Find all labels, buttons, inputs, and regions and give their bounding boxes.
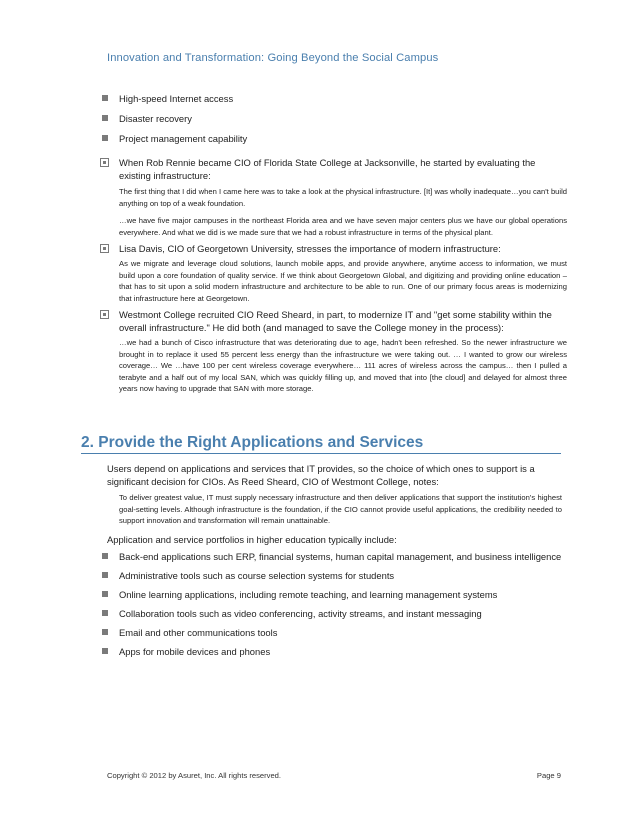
page-number: Page 9 xyxy=(536,771,561,780)
square-bullet-icon xyxy=(102,572,108,578)
sheard-quote: To deliver greatest value, IT must supply necessary infrastructure and then deliver applications that support the institution's highest goal-setting levels. Although infrastructure is the foundation, if the CIO cannot provide useful applications, the credibility needed to support innovation and transformation will remain unattainable. xyxy=(119,493,562,525)
square-bullet-icon xyxy=(102,553,108,559)
boxed-bullet-icon xyxy=(100,158,109,167)
intro-bullet-list xyxy=(97,92,567,145)
list-item: Back-end applications such ERP, financial systems, human capital management, and business intelligence xyxy=(97,550,562,563)
example-quote: The first thing that I did when I came here was to take a look at the physical infrastructure. [It] was wholly inadequate…you can't build anything on top of a weak foundation. xyxy=(119,187,567,208)
example-list xyxy=(97,156,567,395)
example-quote: …we had a bunch of Cisco infrastructure that was deteriorating due to age, hadn't been refreshed. So the newer infrastructure we brought in to replace it used 55 percent less energy than the infrastructure we were taking out. … I wanted to grow our wireless coverage… We …have 100 per cent wireless coverage everywhere… 111 acres of wireless across the campus… then I pulled a terabyte and a half out of my local SAN, which was quickly filling up, and moved that into [the cloud] and delayed for almost three years now having to upgrade that SAN with more storage. xyxy=(119,338,567,393)
list-item: Email and other communications tools xyxy=(97,626,562,639)
infrastructure-section xyxy=(97,92,567,395)
list-item: Collaboration tools such as video conferencing, activity streams, and instant messaging xyxy=(97,607,562,620)
list-item: Disaster recovery xyxy=(97,112,567,125)
example-lead: Westmont College recruited CIO Reed Sheard, in part, to modernize IT and "get some stability within the overall infrastructure." He did both (and managed to save the College money in the process): xyxy=(119,309,552,333)
boxed-bullet-icon xyxy=(100,244,109,253)
list-item: Project management capability xyxy=(97,132,567,145)
square-bullet-icon xyxy=(102,648,108,654)
running-header: Innovation and Transformation: Going Beyond the Social Campus xyxy=(107,52,439,64)
list-item: Online learning applications, including remote teaching, and learning management systems xyxy=(97,588,562,601)
square-bullet-icon xyxy=(102,115,108,121)
square-bullet-icon xyxy=(102,591,108,597)
section-intro: Users depend on applications and services that IT provides, so the choice of which ones to support is a significant decision for CIOs. As Reed Sheard, CIO of Westmont College, notes: xyxy=(107,463,535,487)
page-footer xyxy=(107,771,561,780)
list-item: Administrative tools such as course selection systems for students xyxy=(97,569,562,582)
square-bullet-icon xyxy=(102,610,108,616)
square-bullet-icon xyxy=(102,135,108,141)
example-item xyxy=(97,308,567,395)
square-bullet-icon xyxy=(102,629,108,635)
example-item xyxy=(97,242,567,304)
heading-divider xyxy=(81,453,561,454)
list-item: High-speed Internet access xyxy=(97,92,567,105)
portfolio-intro: Application and service portfolios in higher education typically include: xyxy=(107,533,397,545)
section-heading: 2. Provide the Right Applications and Services xyxy=(81,434,424,451)
example-lead: When Rob Rennie became CIO of Florida State College at Jacksonville, he started by evaluating the existing infrastructure: xyxy=(119,157,536,181)
boxed-bullet-icon xyxy=(100,310,109,319)
example-quote: …we have five major campuses in the northeast Florida area and we have seven major centers plus we have our global operations everywhere. And what we did is we made sure that we had a robust infrastructure in terms of the physical plant. xyxy=(119,216,567,237)
square-bullet-icon xyxy=(102,95,108,101)
example-lead: Lisa Davis, CIO of Georgetown University, stresses the importance of modern infrastructure: xyxy=(119,243,501,254)
applications-section xyxy=(107,462,562,658)
example-item xyxy=(97,156,567,238)
list-item: Apps for mobile devices and phones xyxy=(97,645,562,658)
example-quote: As we migrate and leverage cloud solutions, launch mobile apps, and provide anywhere, anytime access to information, we must build upon a core foundation of quality service. If we think about Georgetown Global, and digitizing and providing online education – that has to sit upon a solid modern infrastructure and architecture to be able to run. One of our primary focus areas is modernizing that infrastructure here at Georgetown. xyxy=(119,259,567,303)
copyright-notice: Copyright © 2012 by Asuret, Inc. All rights reserved. xyxy=(107,771,282,780)
portfolio-list xyxy=(97,550,562,658)
